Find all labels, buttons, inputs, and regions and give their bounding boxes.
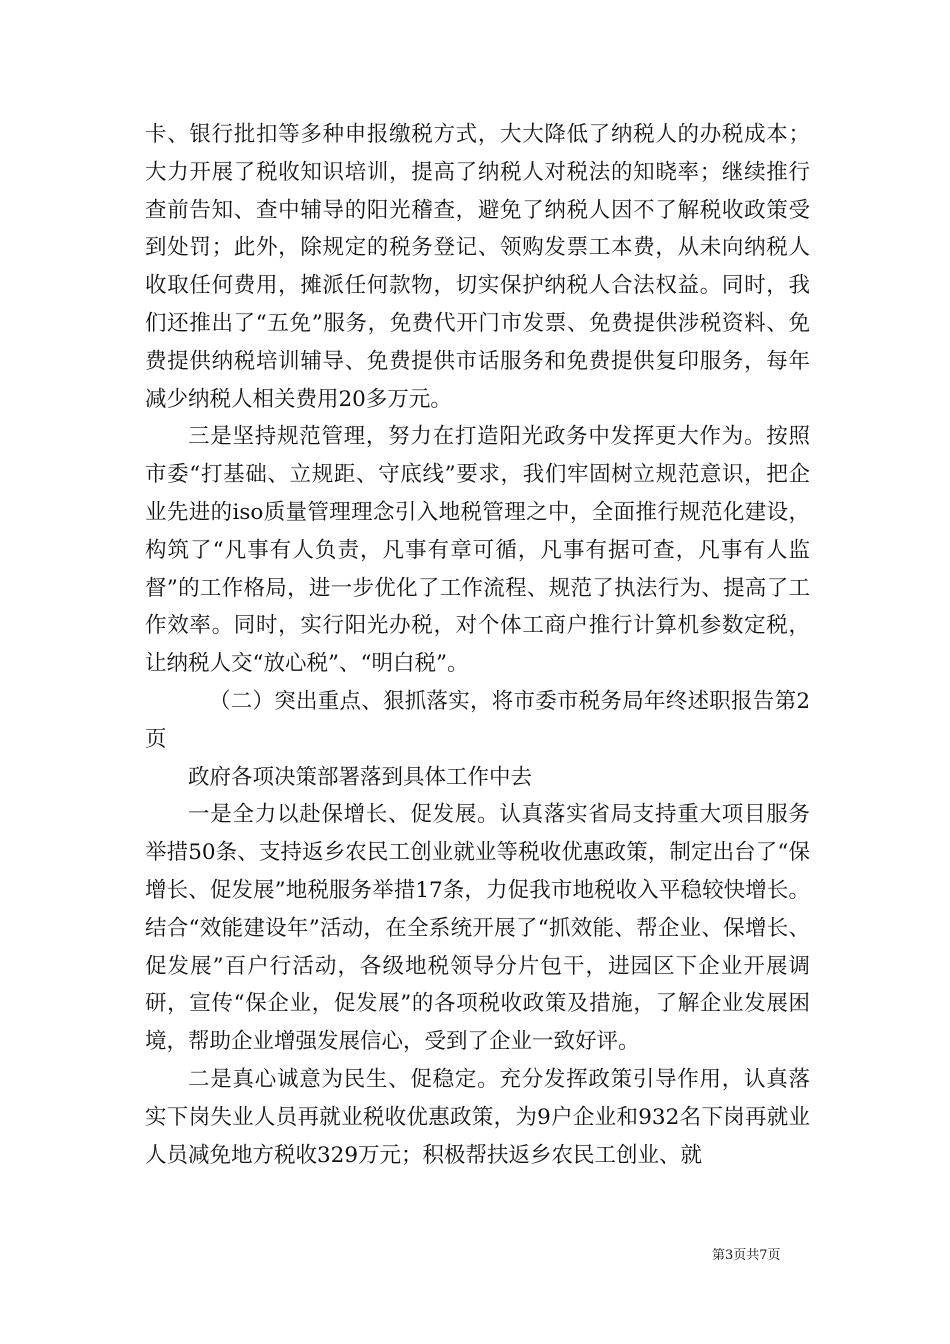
section-heading-continuation: 政府各项决策部署落到具体工作中去 xyxy=(188,764,533,790)
page-number-footer: 第3页共7页 xyxy=(712,1248,781,1263)
paragraph-livelihood-stability: 二是真心诚意为民生、促稳定。充分发挥政策引导作用，认真落实下岗失业人员再就业税收优惠政策，为9户企业和932名下岗再就业人员减免地方税收329万元；积极帮扶返乡农民工创业、就 xyxy=(145,1066,811,1168)
paragraph-continuation: 卡、银行批扣等多种申报缴税方式，大大降低了纳税人的办税成本；大力开展了税收知识培训，提高了纳税人对税法的知晓率；继续推行查前告知、查中辅导的阳光稽查，避免了纳税人因不了解税收政策受到处罚；此外，除规定的税务登记、领购发票工本费，从未向纳税人收取任何费用，摊派任何款物，切实保护纳税人合法权益。同时，我们还推出了“五免”服务，免费代开门市发票、免费提供涉税资料、免费提供纳税培训辅导、免费提供市话服务和免费提供复印服务，每年减少纳税人相关费用20多万元。 xyxy=(145,122,810,412)
paragraph-growth-development: 一是全力以赴保增长、促发展。认真落实省局支持重大项目服务举措50条、支持返乡农民工创业就业等税收优惠政策，制定出台了“保增长、促发展”地税服务举措17条，力促我市地税收入平稳较快增长。结合“效能建设年”活动，在全系统开展了“抓效能、帮企业、保增长、促发展”百户行活动，各级地税领导分片包干，进园区下企业开展调研，宣传“保企业，促发展”的各项税收政策及措施，了解企业发展困境，帮助企业增强发展信心，受到了企业一致好评。 xyxy=(145,802,810,1055)
document-body xyxy=(145,116,810,1174)
section-heading-key-points: （二）突出重点、狠抓落实，将市委市税务局年终述职报告第2页 xyxy=(145,688,810,752)
paragraph-standardized-management: 三是坚持规范管理，努力在打造阳光政务中发挥更大作为。按照市委“打基础、立规距、守底线”要求，我们牢固树立规范意识，把企业先进的iso质量管理理念引入地税管理之中，全面推行规范化建设，构筑了“凡事有人负责，凡事有章可循，凡事有据可查，凡事有人监督”的工作格局，进一步优化了工作流程、规范了执法行为、提高了工作效率。同时，实行阳光办税，对个体工商户推行计算机参数定税，让纳税人交“放心税”、“明白税”。 xyxy=(145,424,810,677)
